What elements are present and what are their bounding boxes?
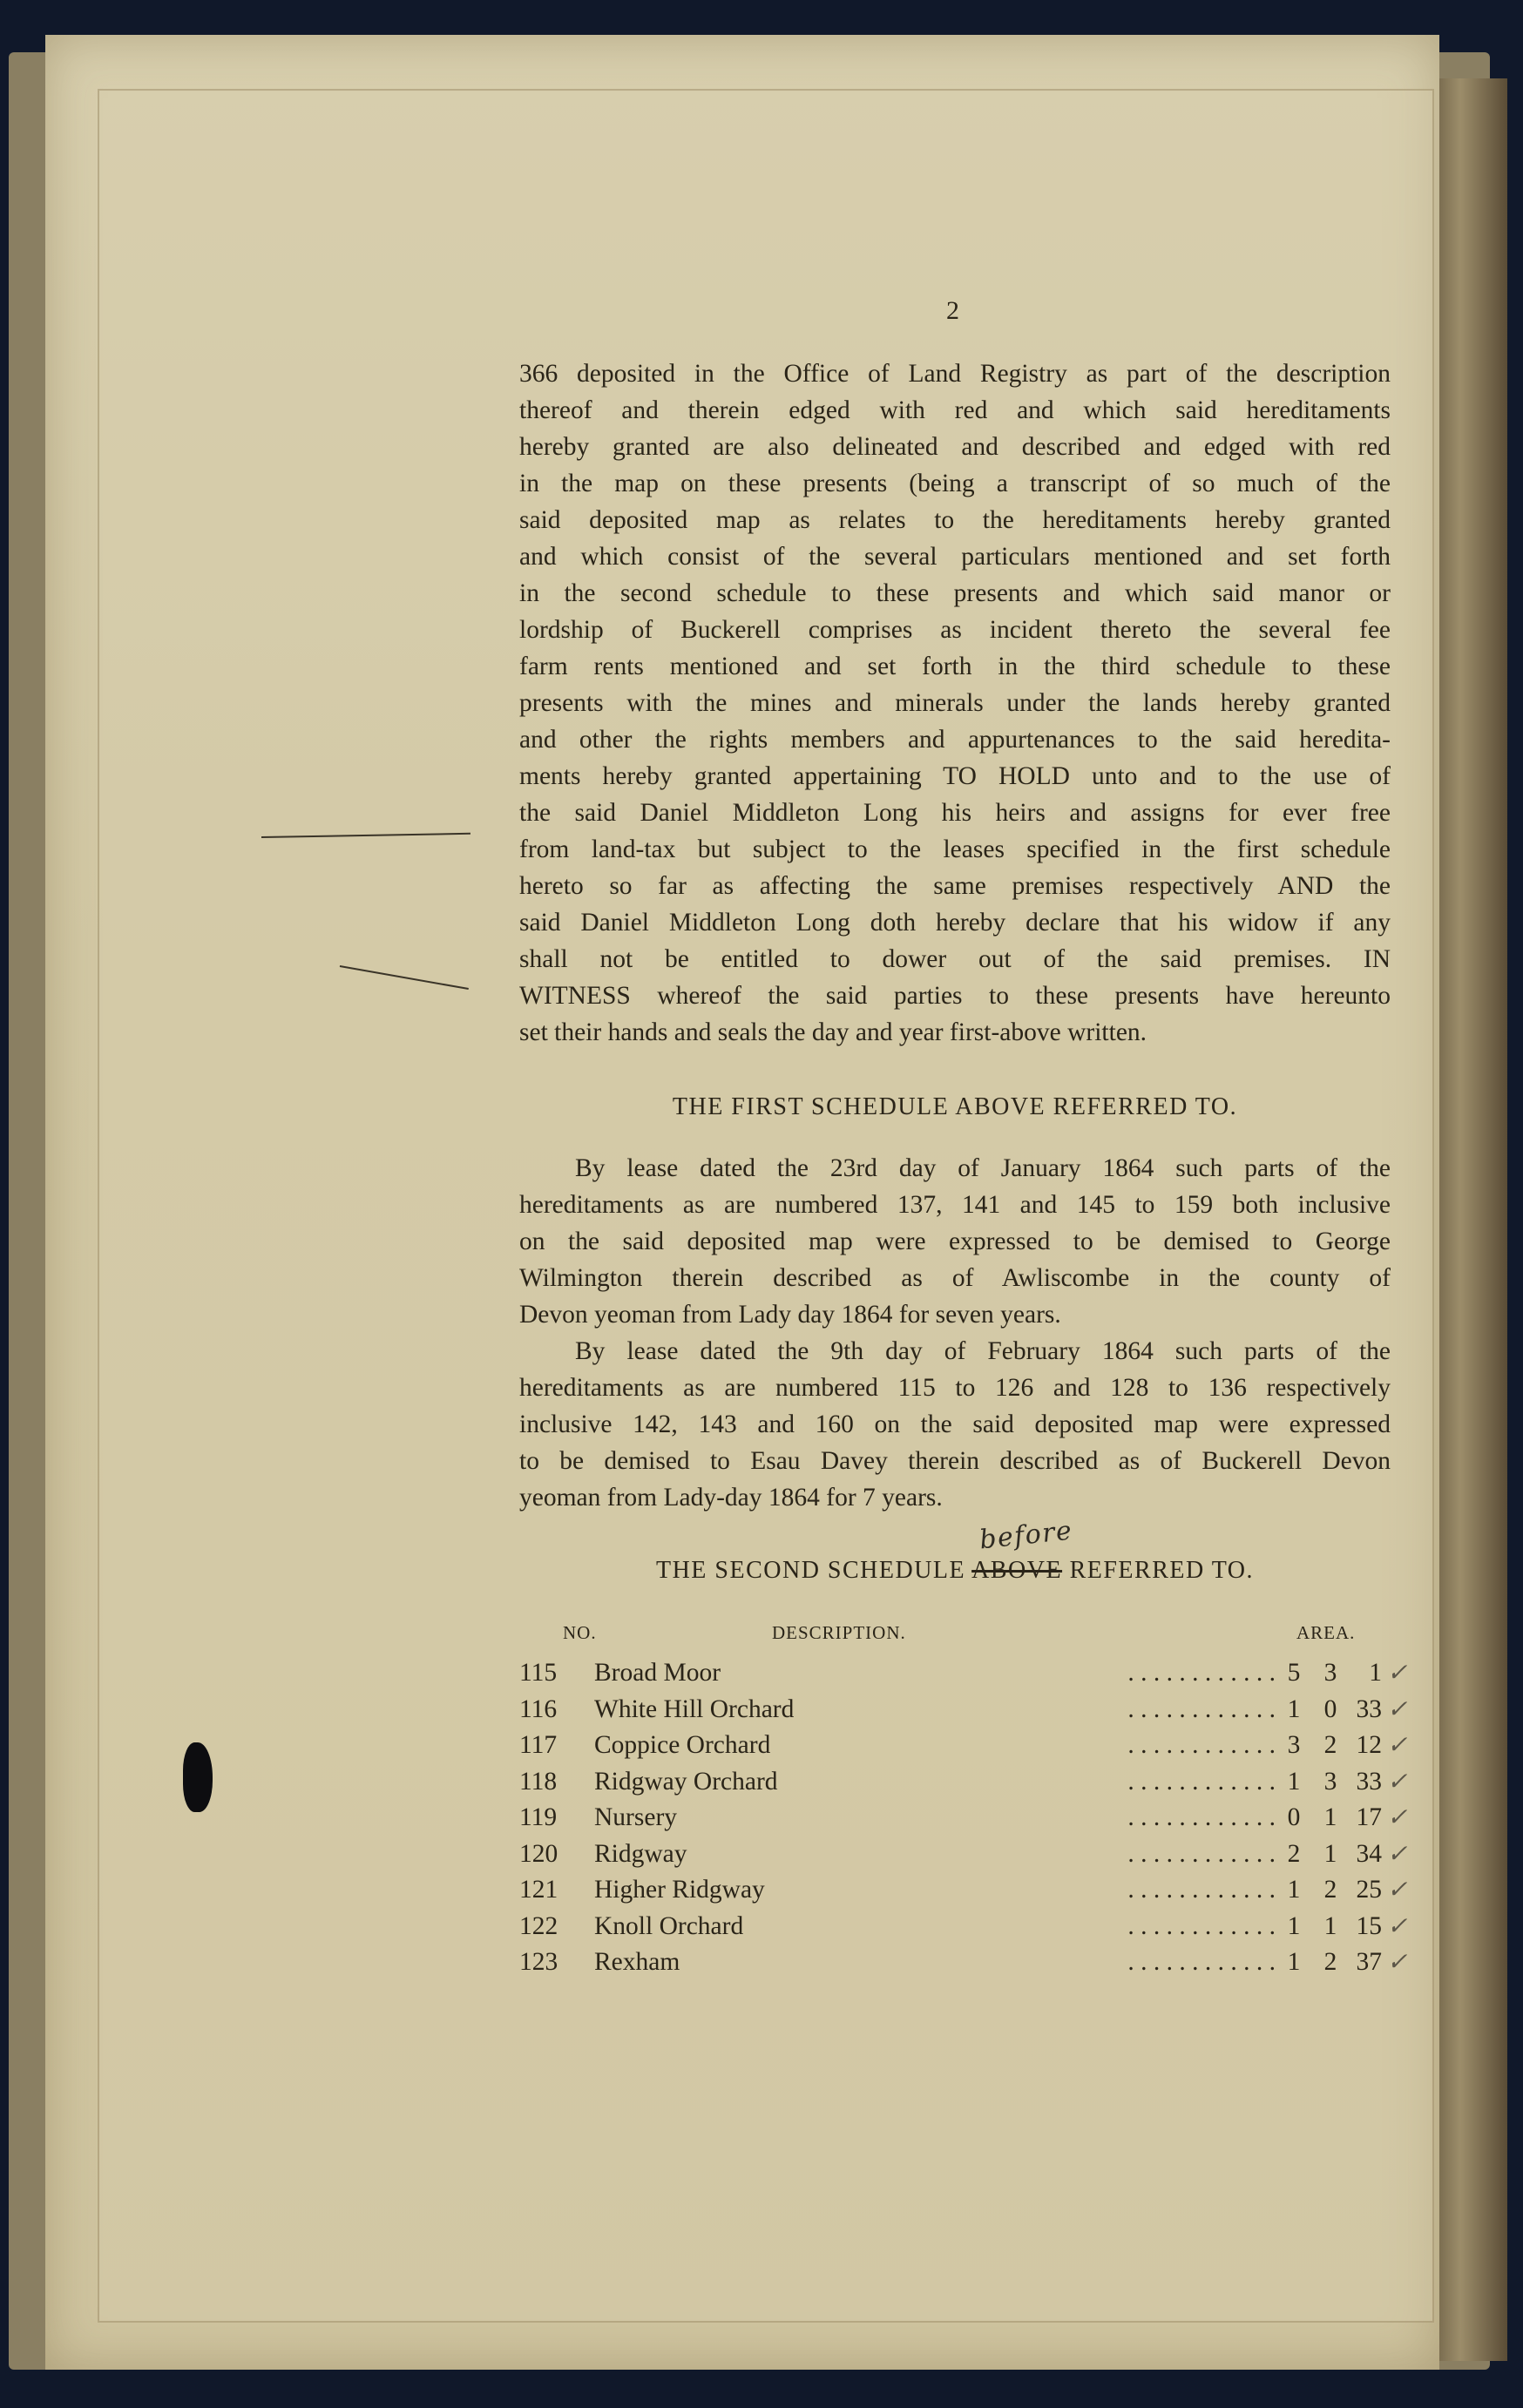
dot-leader: . . . . . . . . . . . .: [1127, 1839, 1276, 1868]
area-roods: 1: [1323, 1803, 1337, 1831]
area-acres: 1: [1287, 1948, 1301, 1976]
struck-word: [971, 1515, 1074, 1584]
first-schedule-title: THE FIRST SCHEDULE ABOVE REFERRED TO.: [672, 1093, 1238, 1120]
parcel-number: 119: [519, 1803, 558, 1831]
dot-leader: . . . . . . . . . . . .: [1127, 1694, 1276, 1723]
text-line: Wilmington therein described as of Awliscombe in the county of: [519, 1264, 1391, 1292]
second-schedule-title: [519, 1515, 1391, 1585]
area-perches: 1: [1369, 1659, 1382, 1687]
check-mark-icon: ✓: [1387, 1768, 1408, 1796]
main-paragraph: [519, 355, 1391, 1051]
dot-leader: . . . . . . . . . . . .: [1127, 1659, 1276, 1687]
area-perches: 34: [1356, 1839, 1382, 1868]
table-row: [519, 1945, 1425, 1981]
area-roods: 2: [1323, 1948, 1337, 1976]
second-schedule-table: [519, 1655, 1425, 1981]
area-perches: 37: [1356, 1948, 1382, 1976]
area-perches: 15: [1356, 1911, 1382, 1940]
table-row: [519, 1872, 1425, 1909]
check-mark-icon: ✓: [1387, 1732, 1408, 1759]
dot-leader: . . . . . . . . . . . .: [1127, 1731, 1276, 1759]
table-row: [519, 1655, 1425, 1692]
text-line: thereof and therein edged with red and which said hereditaments: [519, 396, 1391, 424]
parcel-number: 115: [519, 1659, 558, 1687]
check-mark-icon: ✓: [1387, 1949, 1408, 1976]
area-acres: 0: [1287, 1803, 1301, 1831]
parcel-description: Broad Moor: [594, 1659, 721, 1687]
area-perches: 25: [1356, 1876, 1382, 1904]
table-row: [519, 1764, 1425, 1801]
check-mark-icon: ✓: [1387, 1804, 1408, 1831]
parcel-description: Ridgway Orchard: [594, 1767, 778, 1796]
dot-leader: . . . . . . . . . . . .: [1127, 1948, 1276, 1976]
page-number: 2: [946, 296, 959, 325]
area-perches: 12: [1356, 1731, 1382, 1759]
area-roods: 0: [1323, 1694, 1337, 1723]
text-line: hereditaments as are numbered 137, 141 and 145 to 159 both inclusive: [519, 1191, 1391, 1219]
area-acres: 1: [1287, 1876, 1301, 1904]
text-line: and other the rights members and appurtenances to the said heredita-: [519, 726, 1391, 754]
check-mark-icon: ✓: [1387, 1877, 1408, 1904]
parcel-number: 118: [519, 1767, 558, 1796]
text-line: and which consist of the several particulars mentioned and set forth: [519, 543, 1391, 571]
check-mark-icon: ✓: [1387, 1912, 1408, 1940]
dot-leader: . . . . . . . . . . . .: [1127, 1803, 1276, 1831]
text-line: inclusive 142, 143 and 160 on the said deposited map were expressed: [519, 1410, 1391, 1438]
area-roods: 2: [1323, 1876, 1337, 1904]
parcel-description: Coppice Orchard: [594, 1731, 771, 1759]
area-perches: 33: [1356, 1694, 1382, 1723]
parcel-number: 120: [519, 1839, 558, 1868]
parcel-description: Rexham: [594, 1948, 680, 1976]
area-acres: 1: [1287, 1694, 1301, 1723]
table-row: [519, 1800, 1425, 1836]
title-end: REFERRED TO.: [1069, 1557, 1255, 1584]
text-line: By lease dated the 9th day of February 1864 such parts of the: [575, 1337, 1391, 1365]
table-row: [519, 1909, 1425, 1945]
area-acres: 5: [1287, 1659, 1301, 1687]
parcel-description: Nursery: [594, 1803, 678, 1831]
text-line: ments hereby granted appertaining TO HOLD unto and to the use of: [519, 762, 1391, 790]
text-line: shall not be entitled to dower out of the said premises. IN: [519, 945, 1391, 973]
struck-text: ABOVE: [971, 1557, 1063, 1584]
area-acres: 2: [1287, 1839, 1301, 1868]
parcel-description: Ridgway: [594, 1839, 687, 1868]
area-perches: 17: [1356, 1803, 1382, 1831]
check-mark-icon: ✓: [1387, 1695, 1408, 1723]
parcel-description: Knoll Orchard: [594, 1911, 744, 1940]
text-line: set their hands and seals the day and year first-above written.: [519, 1018, 1147, 1046]
text-line: hereditaments as are numbered 115 to 126 and 128 to 136 respectively: [519, 1374, 1391, 1402]
table-row: [519, 1728, 1425, 1764]
header-no: NO.: [563, 1622, 597, 1643]
check-mark-icon: ✓: [1387, 1840, 1408, 1868]
text-line: said deposited map as relates to the hereditaments hereby granted: [519, 506, 1391, 534]
text-line: lordship of Buckerell comprises as incident thereto the several fee: [519, 616, 1391, 644]
first-schedule-text: [519, 1150, 1391, 1516]
table-row: [519, 1692, 1425, 1728]
text-line: to be demised to Esau Davey therein described as of Buckerell Devon: [519, 1447, 1391, 1475]
area-roods: 1: [1323, 1911, 1337, 1940]
ink-blot: [183, 1742, 213, 1812]
header-area: AREA.: [1296, 1622, 1356, 1643]
text-line: yeoman from Lady-day 1864 for 7 years.: [519, 1484, 943, 1512]
area-acres: 3: [1287, 1731, 1301, 1759]
area-acres: 1: [1287, 1767, 1301, 1796]
parcel-number: 116: [519, 1694, 558, 1723]
parcel-description: Higher Ridgway: [594, 1876, 765, 1904]
area-roods: 1: [1323, 1839, 1337, 1868]
text-line: 366 deposited in the Office of Land Registry as part of the description: [519, 360, 1391, 388]
text-line: hereto so far as affecting the same premises respectively AND the: [519, 872, 1391, 900]
title-start: THE SECOND SCHEDULE: [655, 1557, 966, 1584]
text-line: from land-tax but subject to the leases specified in the first schedule: [519, 835, 1391, 863]
area-perches: 33: [1356, 1767, 1382, 1796]
text-line: hereby granted are also delineated and described and edged with red: [519, 433, 1391, 461]
text-line: By lease dated the 23rd day of January 1864 such parts of the: [575, 1154, 1391, 1182]
dot-leader: . . . . . . . . . . . .: [1127, 1911, 1276, 1940]
area-roods: 3: [1323, 1767, 1337, 1796]
check-mark-icon: ✓: [1387, 1660, 1408, 1687]
parcel-number: 117: [519, 1731, 558, 1759]
text-line: in the second schedule to these presents and which said manor or: [519, 579, 1391, 607]
area-roods: 2: [1323, 1731, 1337, 1759]
parcel-number: 122: [519, 1911, 558, 1940]
text-line: Devon yeoman from Lady day 1864 for seven years.: [519, 1301, 1061, 1329]
parcel-number: 121: [519, 1876, 558, 1904]
area-acres: 1: [1287, 1911, 1301, 1940]
book-binding-edge: [1429, 78, 1507, 2361]
text-line: the said Daniel Middleton Long his heirs and assigns for ever free: [519, 799, 1391, 827]
text-line: on the said deposited map were expressed to be demised to George: [519, 1228, 1391, 1255]
parcel-number: 123: [519, 1948, 558, 1976]
text-line: presents with the mines and minerals under the lands hereby granted: [519, 689, 1391, 717]
parcel-description: White Hill Orchard: [594, 1694, 795, 1723]
text-line: farm rents mentioned and set forth in the third schedule to these: [519, 653, 1391, 680]
dot-leader: . . . . . . . . . . . .: [1127, 1767, 1276, 1796]
header-description: DESCRIPTION.: [772, 1622, 906, 1643]
text-line: WITNESS whereof the said parties to these presents have hereunto: [519, 982, 1391, 1010]
text-line: said Daniel Middleton Long doth hereby declare that his widow if any: [519, 909, 1391, 937]
table-row: [519, 1836, 1425, 1873]
table-header: [519, 1622, 1391, 1648]
handwritten-correction: before: [978, 1515, 1074, 1556]
text-line: in the map on these presents (being a transcript of so much of the: [519, 470, 1391, 497]
dot-leader: . . . . . . . . . . . .: [1127, 1876, 1276, 1904]
area-roods: 3: [1323, 1659, 1337, 1687]
